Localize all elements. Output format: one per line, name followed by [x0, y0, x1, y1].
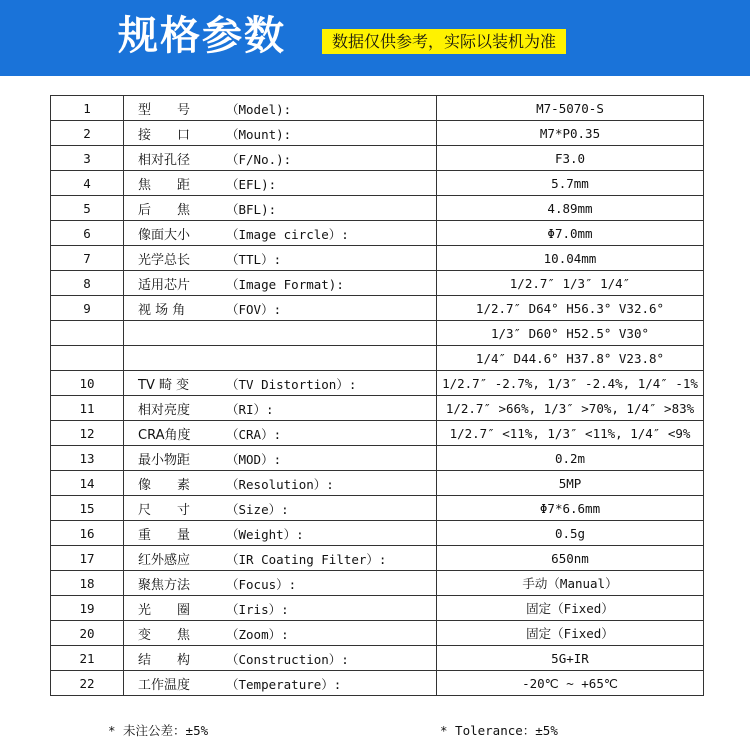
- table-row: [51, 546, 704, 571]
- table-row: [51, 396, 704, 421]
- parameter-english: （F/No.):: [226, 151, 292, 167]
- table-row: [51, 571, 704, 596]
- table-row: [51, 346, 704, 371]
- parameter-value: 650nm: [437, 546, 704, 571]
- row-number: 12: [51, 421, 124, 446]
- parameter-cell: [124, 546, 437, 571]
- parameter-value: 5G+IR: [437, 646, 704, 671]
- parameter-cell: [124, 196, 437, 221]
- table-row: [51, 271, 704, 296]
- parameter-name: TV 畸 变: [138, 377, 190, 393]
- parameter-name: 像 素: [138, 477, 191, 493]
- row-number: 2: [51, 121, 124, 146]
- parameter-name: 视 场 角: [138, 302, 186, 318]
- row-number: 5: [51, 196, 124, 221]
- parameter-name: 红外感应: [138, 552, 191, 568]
- table-row: [51, 671, 704, 696]
- row-number: [51, 346, 124, 371]
- row-number: 15: [51, 496, 124, 521]
- row-number: 14: [51, 471, 124, 496]
- parameter-english: （Size）:: [226, 501, 289, 517]
- table-row: [51, 471, 704, 496]
- parameter-name: CRA角度: [138, 427, 191, 443]
- parameter-value: 1/2.7″ -2.7%, 1/3″ -2.4%, 1/4″ -1%: [437, 371, 704, 396]
- parameter-cell: [124, 146, 437, 171]
- parameter-cell: [124, 446, 437, 471]
- table-row: [51, 371, 704, 396]
- parameter-cell: [124, 246, 437, 271]
- parameter-value: 手动（Manual）: [437, 571, 704, 596]
- parameter-cell: [124, 671, 437, 696]
- parameter-name: 后 焦: [138, 202, 191, 218]
- parameter-value: Φ7*6.6mm: [437, 496, 704, 521]
- parameter-value: 1/3″ D60° H52.5° V30°: [437, 321, 704, 346]
- parameter-value: 5MP: [437, 471, 704, 496]
- parameter-english: （FOV）:: [226, 301, 282, 317]
- row-number: 13: [51, 446, 124, 471]
- parameter-english: （Mount):: [226, 126, 292, 142]
- parameter-cell: [124, 121, 437, 146]
- parameter-cell: [124, 396, 437, 421]
- parameter-name: 光学总长: [138, 252, 191, 268]
- parameter-name: 适用芯片: [138, 277, 191, 293]
- parameter-english: （Zoom）:: [226, 626, 289, 642]
- parameter-english: （MOD）:: [226, 451, 282, 467]
- parameter-value: 固定（Fixed）: [437, 596, 704, 621]
- parameter-english: （Image Format):: [226, 276, 344, 292]
- parameter-cell: [124, 421, 437, 446]
- table-row: [51, 146, 704, 171]
- parameter-value: M7*P0.35: [437, 121, 704, 146]
- parameter-cell: [124, 596, 437, 621]
- parameter-name: 像面大小: [138, 227, 191, 243]
- spec-table: [50, 95, 704, 696]
- header-banner: [0, 0, 750, 76]
- disclaimer-note: 数据仅供参考，实际以装机为准: [322, 29, 566, 54]
- parameter-value: 10.04mm: [437, 246, 704, 271]
- table-row: [51, 171, 704, 196]
- parameter-english: （RI）:: [226, 401, 274, 417]
- parameter-english: （IR Coating Filter）:: [226, 551, 387, 567]
- parameter-cell: [124, 371, 437, 396]
- tolerance-note-cn: * 未注公差：±5%: [108, 723, 209, 738]
- table-row: [51, 121, 704, 146]
- table-row: [51, 196, 704, 221]
- parameter-english: （Weight）:: [226, 526, 304, 542]
- row-number: 11: [51, 396, 124, 421]
- parameter-value: Φ7.0mm: [437, 221, 704, 246]
- parameter-name: 光 圈: [138, 602, 191, 618]
- parameter-name: 相对亮度: [138, 402, 191, 418]
- parameter-cell: [124, 571, 437, 596]
- parameter-english: （Iris）:: [226, 601, 289, 617]
- parameter-cell: [124, 621, 437, 646]
- parameter-name: 变 焦: [138, 627, 191, 643]
- row-number: 17: [51, 546, 124, 571]
- parameter-name: 焦 距: [138, 177, 191, 193]
- parameter-name: 尺 寸: [138, 502, 191, 518]
- row-number: 22: [51, 671, 124, 696]
- parameter-cell: [124, 346, 437, 371]
- parameter-name: 结 构: [138, 652, 191, 668]
- row-number: 16: [51, 521, 124, 546]
- parameter-cell: [124, 171, 437, 196]
- parameter-value: 1/2.7″ D64° H56.3° V32.6°: [437, 296, 704, 321]
- parameter-value: 5.7mm: [437, 171, 704, 196]
- parameter-english: （Model):: [226, 101, 292, 117]
- table-row: [51, 421, 704, 446]
- table-row: [51, 246, 704, 271]
- row-number: 1: [51, 96, 124, 121]
- parameter-english: （Resolution）:: [226, 476, 334, 492]
- row-number: 8: [51, 271, 124, 296]
- table-row: [51, 496, 704, 521]
- parameter-cell: [124, 496, 437, 521]
- parameter-name: 相对孔径: [138, 152, 191, 168]
- parameter-value: 0.5g: [437, 521, 704, 546]
- parameter-name: 最小物距: [138, 452, 191, 468]
- parameter-cell: [124, 271, 437, 296]
- table-row: [51, 321, 704, 346]
- parameter-cell: [124, 471, 437, 496]
- parameter-english: （Image circle）:: [226, 226, 349, 242]
- table-row: [51, 296, 704, 321]
- row-number: 6: [51, 221, 124, 246]
- row-number: 19: [51, 596, 124, 621]
- table-row: [51, 446, 704, 471]
- row-number: 7: [51, 246, 124, 271]
- parameter-value: 1/4″ D44.6° H37.8° V23.8°: [437, 346, 704, 371]
- parameter-english: （BFL):: [226, 201, 277, 217]
- table-row: [51, 521, 704, 546]
- parameter-value: 1/2.7″ 1/3″ 1/4″: [437, 271, 704, 296]
- parameter-english: （TTL）:: [226, 251, 282, 267]
- parameter-value: M7-5070-S: [437, 96, 704, 121]
- row-number: 18: [51, 571, 124, 596]
- parameter-name: 聚焦方法: [138, 577, 191, 593]
- parameter-value: -20℃ ~ +65℃: [437, 671, 704, 696]
- parameter-name: 型 号: [138, 102, 191, 118]
- parameter-name: 接 口: [138, 127, 191, 143]
- row-number: 9: [51, 296, 124, 321]
- row-number: 21: [51, 646, 124, 671]
- parameter-english: （CRA）:: [226, 426, 282, 442]
- row-number: 4: [51, 171, 124, 196]
- parameter-value: 固定（Fixed）: [437, 621, 704, 646]
- table-row: [51, 646, 704, 671]
- parameter-name: 重 量: [138, 527, 191, 543]
- parameter-english: （EFL):: [226, 176, 277, 192]
- tolerance-note-en: * Tolerance：±5%: [440, 723, 558, 738]
- parameter-english: （TV Distortion）:: [226, 376, 357, 392]
- parameter-cell: [124, 221, 437, 246]
- parameter-cell: [124, 296, 437, 321]
- row-number: 20: [51, 621, 124, 646]
- page-title: 规格参数: [118, 13, 286, 59]
- parameter-value: 0.2m: [437, 446, 704, 471]
- parameter-english: （Focus）:: [226, 576, 297, 592]
- row-number: [51, 321, 124, 346]
- table-row: [51, 621, 704, 646]
- parameter-cell: [124, 321, 437, 346]
- parameter-value: 1/2.7″ >66%, 1/3″ >70%, 1/4″ >83%: [437, 396, 704, 421]
- parameter-english: （Temperature）:: [226, 676, 342, 692]
- row-number: 10: [51, 371, 124, 396]
- table-row: [51, 96, 704, 121]
- table-row: [51, 221, 704, 246]
- parameter-value: 4.89mm: [437, 196, 704, 221]
- parameter-name: 工作温度: [138, 677, 191, 693]
- parameter-value: F3.0: [437, 146, 704, 171]
- row-number: 3: [51, 146, 124, 171]
- table-row: [51, 596, 704, 621]
- parameter-cell: [124, 646, 437, 671]
- parameter-english: （Construction）:: [226, 651, 349, 667]
- parameter-cell: [124, 96, 437, 121]
- parameter-value: 1/2.7″ <11%, 1/3″ <11%, 1/4″ <9%: [437, 421, 704, 446]
- parameter-cell: [124, 521, 437, 546]
